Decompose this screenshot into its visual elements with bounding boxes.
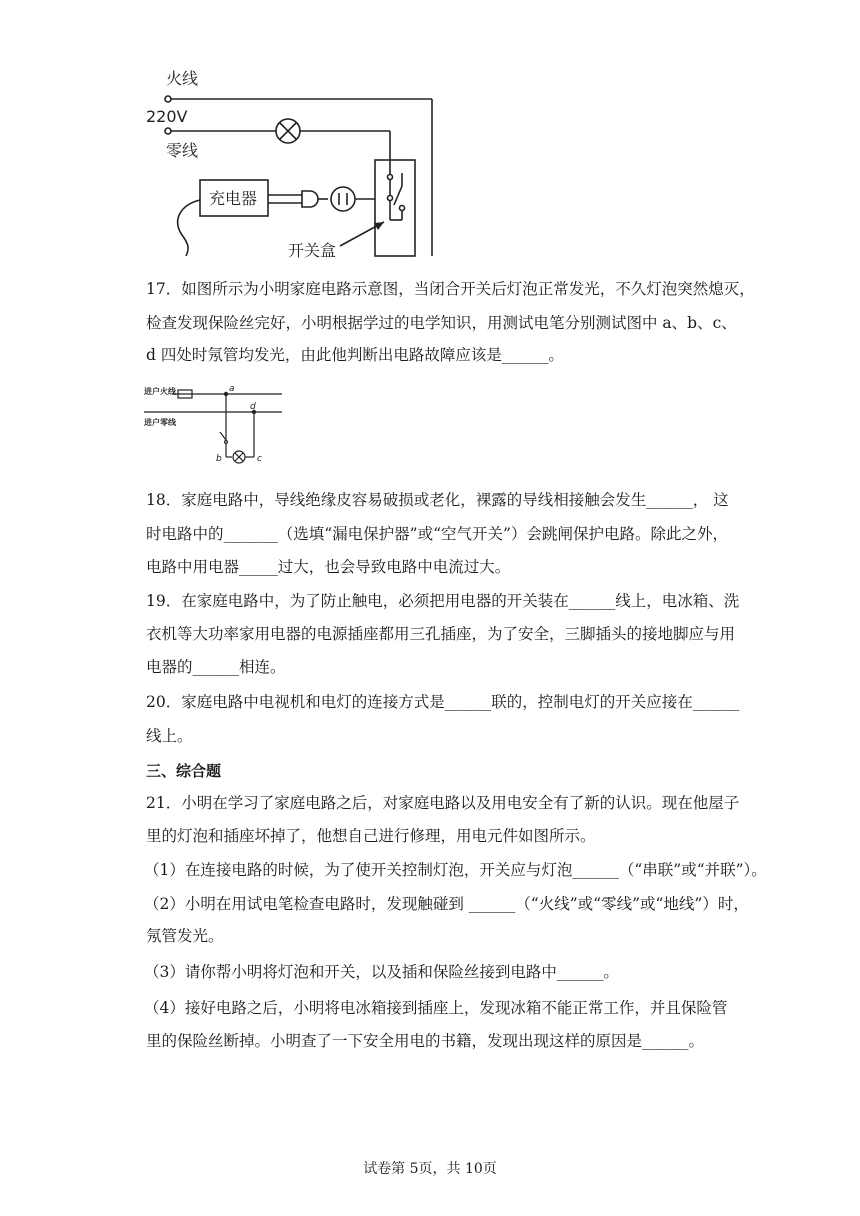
q20-line-1: 20．家庭电路中电视机和电灯的连接方式是______联的，控制电灯的开关应接在______ xyxy=(146,693,740,711)
q21-sub-4-line-1: （4）接好电路之后，小明将电冰箱接到插座上，发现冰箱不能正常工作，并且保险管 xyxy=(144,999,728,1017)
charger-label: 充电器 xyxy=(209,189,258,208)
q21-sub-2-line-1: （2）小明在用试电笔检查电路时，发现触碰到 ______（“火线”或“零线”或“地线”）时， xyxy=(144,895,749,913)
q18-line-1: 18．家庭电路中，导线绝缘皮容易破损或老化，裸露的导线相接触会发生______， 这 xyxy=(146,491,729,509)
q21-sub-4-line-2: 里的保险丝断掉。小明查了一下安全用电的书籍，发现出现这样的原因是______。 xyxy=(146,1032,705,1050)
q21-line-1: 21．小明在学习了家庭电路之后，对家庭电路以及用电安全有了新的认识。现在他屋子 xyxy=(146,794,740,812)
point-c-label: c xyxy=(257,454,262,464)
section-heading: 三、综合题 xyxy=(146,762,222,780)
q21-sub-2-line-2: 氖管发光。 xyxy=(146,927,224,945)
q18-line-3: 电路中用电器_____过大，也会导致电路中电流过大。 xyxy=(146,558,511,576)
circuit-figure-2 xyxy=(144,382,284,472)
point-b-label: b xyxy=(216,454,222,464)
live-wire-label: 火线 xyxy=(166,69,199,88)
q20-line-2: 线上。 xyxy=(146,727,193,745)
q19-line-3: 电器的______相连。 xyxy=(146,658,286,676)
q18-line-2: 时电路中的_______（选填“漏电保护器”或“空气开关”）会跳闸保护电路。除此之外， xyxy=(146,525,728,543)
point-d-label: d xyxy=(250,402,256,412)
q19-line-2: 衣机等大功率家用电器的电源插座都用三孔插座，为了安全，三脚插头的接地脚应与用 xyxy=(146,625,736,643)
q21-sub-1: （1）在连接电路的时候，为了使开关控制灯泡，开关应与灯泡______（“串联”或“并联”）。 xyxy=(144,861,767,879)
incoming-live-label: 进户火线 xyxy=(144,387,176,396)
point-a-label: a xyxy=(229,384,235,394)
q21-line-2: 里的灯泡和插座坏掉了，他想自己进行修理，用电元件如图所示。 xyxy=(146,827,596,845)
q17-line-3: d 四处时氖管均发光，由此他判断出电路故障应该是______。 xyxy=(146,346,564,364)
q17-line-2: 检查发现保险丝完好，小明根据学过的电学知识，用测试电笔分别测试图中 a、b、c、 xyxy=(146,314,737,332)
neutral-wire-label: 零线 xyxy=(166,141,199,160)
page-footer: 试卷第 5页，共 10页 xyxy=(363,1161,497,1177)
switch-box-label: 开关盒 xyxy=(288,241,337,260)
q19-line-1: 19．在家庭电路中，为了防止触电，必须把用电器的开关装在______线上，电冰箱、洗 xyxy=(146,592,740,610)
voltage-label: 220V xyxy=(146,107,188,126)
q17-line-1: 17．如图所示为小明家庭电路示意图，当闭合开关后灯泡正常发光，不久灯泡突然熄灭， xyxy=(146,280,755,298)
incoming-neutral-label: 进户零线 xyxy=(144,418,176,427)
circuit-figure-1 xyxy=(140,60,440,260)
q21-sub-3: （3）请你帮小明将灯泡和开关，以及插和保险丝接到电路中______。 xyxy=(144,963,619,981)
